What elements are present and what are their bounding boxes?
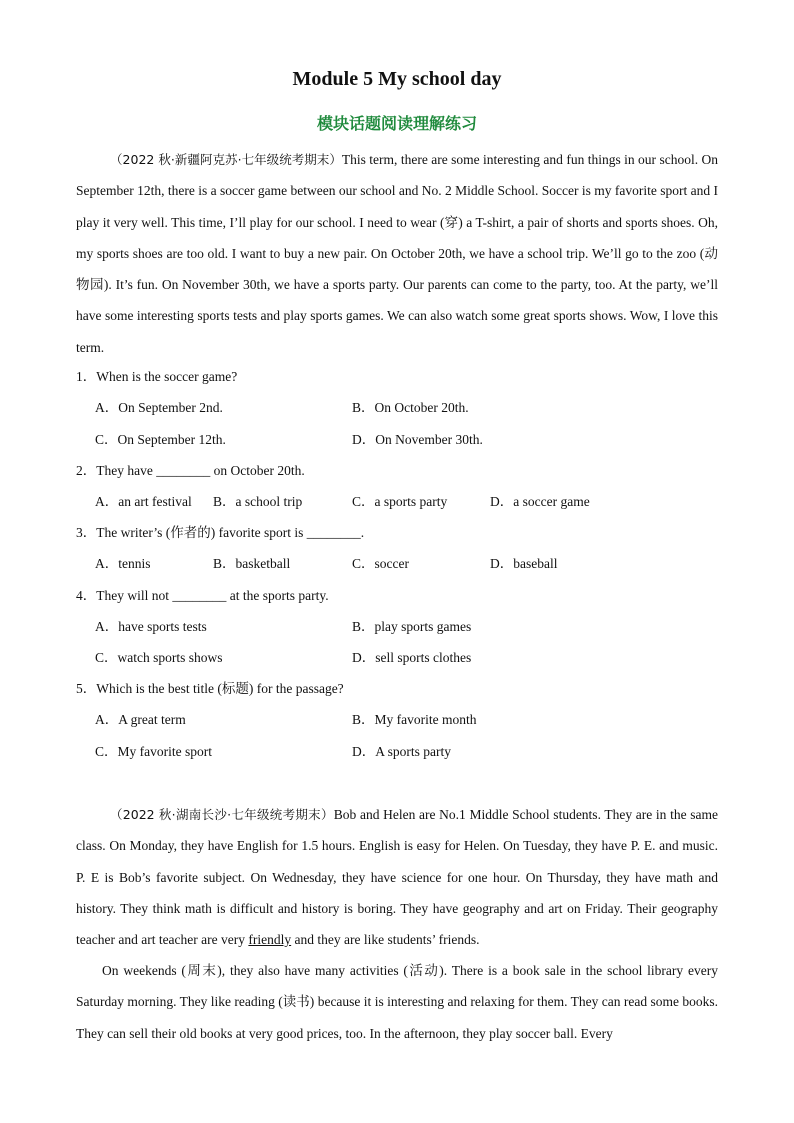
question-2-option-c[interactable]: C．a sports party [352, 494, 448, 509]
question-2: 2．They have ________ on October 20th. [76, 463, 305, 478]
question-1-option-b[interactable]: B．On October 20th. [352, 400, 469, 415]
question-5-option-a[interactable]: A．A great term [95, 712, 186, 727]
question-4: 4．They will not ________ at the sports party. [76, 588, 329, 603]
question-1: 1．When is the soccer game? [76, 369, 238, 384]
question-1-option-a[interactable]: A．On September 2nd. [95, 400, 223, 415]
question-3-option-b[interactable]: B．basketball [213, 556, 291, 571]
question-5-option-b[interactable]: B．My favorite month [352, 712, 477, 727]
question-5-option-c[interactable]: C．My favorite sport [95, 744, 212, 759]
passage-1 [76, 144, 718, 363]
question-3-option-c[interactable]: C．soccer [352, 556, 409, 571]
page-subtitle: 模块话题阅读理解练习 [316, 114, 477, 133]
question-3-option-d[interactable]: D．baseball [490, 556, 558, 571]
passage-2-paragraph-2: On weekends (周末), they also have many activities (活动). There is a book sale in the school library every Saturday morning. They like reading (读书) because it is interesting and relaxing for them. They can read some books. They can sell their old books at very good prices, too. In the afternoon, they play soccer ball. Every [76, 963, 718, 1041]
passage-1-text: This term, there are some interesting and fun things in our school. On September 12th, there is a soccer game between our school and No. 2 Middle School. Soccer is my favorite sport and I play it very well. This time, I’ll play for our school. I need to wear (穿) a T-shirt, a pair of shorts and sports shoes. Oh, my sports shoes are too old. I want to buy a new pair. On October 20th, we have a school trip. We’ll go to the zoo (动物园). It’s fun. On November 30th, we have a sports party. Our parents can come to the party, too. At the party, we’ll have some interesting sports tests and play sports games. We can also watch some great sports shows. Wow, I love this term. [76, 152, 718, 355]
question-4-option-c[interactable]: C．watch sports shows [95, 650, 223, 665]
question-1-option-c[interactable]: C．On September 12th. [95, 432, 226, 447]
passage-1-source: （2022 秋·新疆阿克苏·七年级统考期末） [110, 152, 342, 167]
question-3-option-a[interactable]: A．tennis [95, 556, 151, 571]
question-3: 3．The writer’s (作者的) favorite sport is ________. [76, 525, 365, 540]
passage-2-source: （2022 秋·湖南长沙·七年级统考期末） [110, 807, 334, 822]
question-5: 5．Which is the best title (标题) for the passage? [76, 681, 344, 696]
passage-2-underlined-word: friendly [248, 932, 292, 948]
question-1-option-d[interactable]: D．On November 30th. [352, 432, 483, 447]
page-title: Module 5 My school day [292, 68, 502, 90]
question-5-option-d[interactable]: D．A sports party [352, 744, 451, 759]
question-2-option-a[interactable]: A．an art festival [95, 494, 192, 509]
question-4-option-d[interactable]: D．sell sports clothes [352, 650, 472, 665]
question-4-option-a[interactable]: A．have sports tests [95, 619, 207, 634]
question-4-option-b[interactable]: B．play sports games [352, 619, 472, 634]
passage-2-text: Bob and Helen are No.1 Middle School students. They are in the same class. On Monday, they have English for 1.5 hours. English is easy for Helen. On Tuesday, they have P. E. and music. P. E is Bob’s favorite subject. On Wednesday, they have science for one hour. On Thursday, they have math and history. They think math is difficult and history is boring. They have geography and art on Friday. Their geography teacher and art teacher are very [76, 807, 719, 948]
passage-2 [76, 799, 718, 955]
passage-2-text-end: and they are like students’ friends. [291, 932, 480, 948]
question-2-option-d[interactable]: D．a soccer game [490, 494, 590, 509]
question-2-option-b[interactable]: B．a school trip [213, 494, 303, 509]
